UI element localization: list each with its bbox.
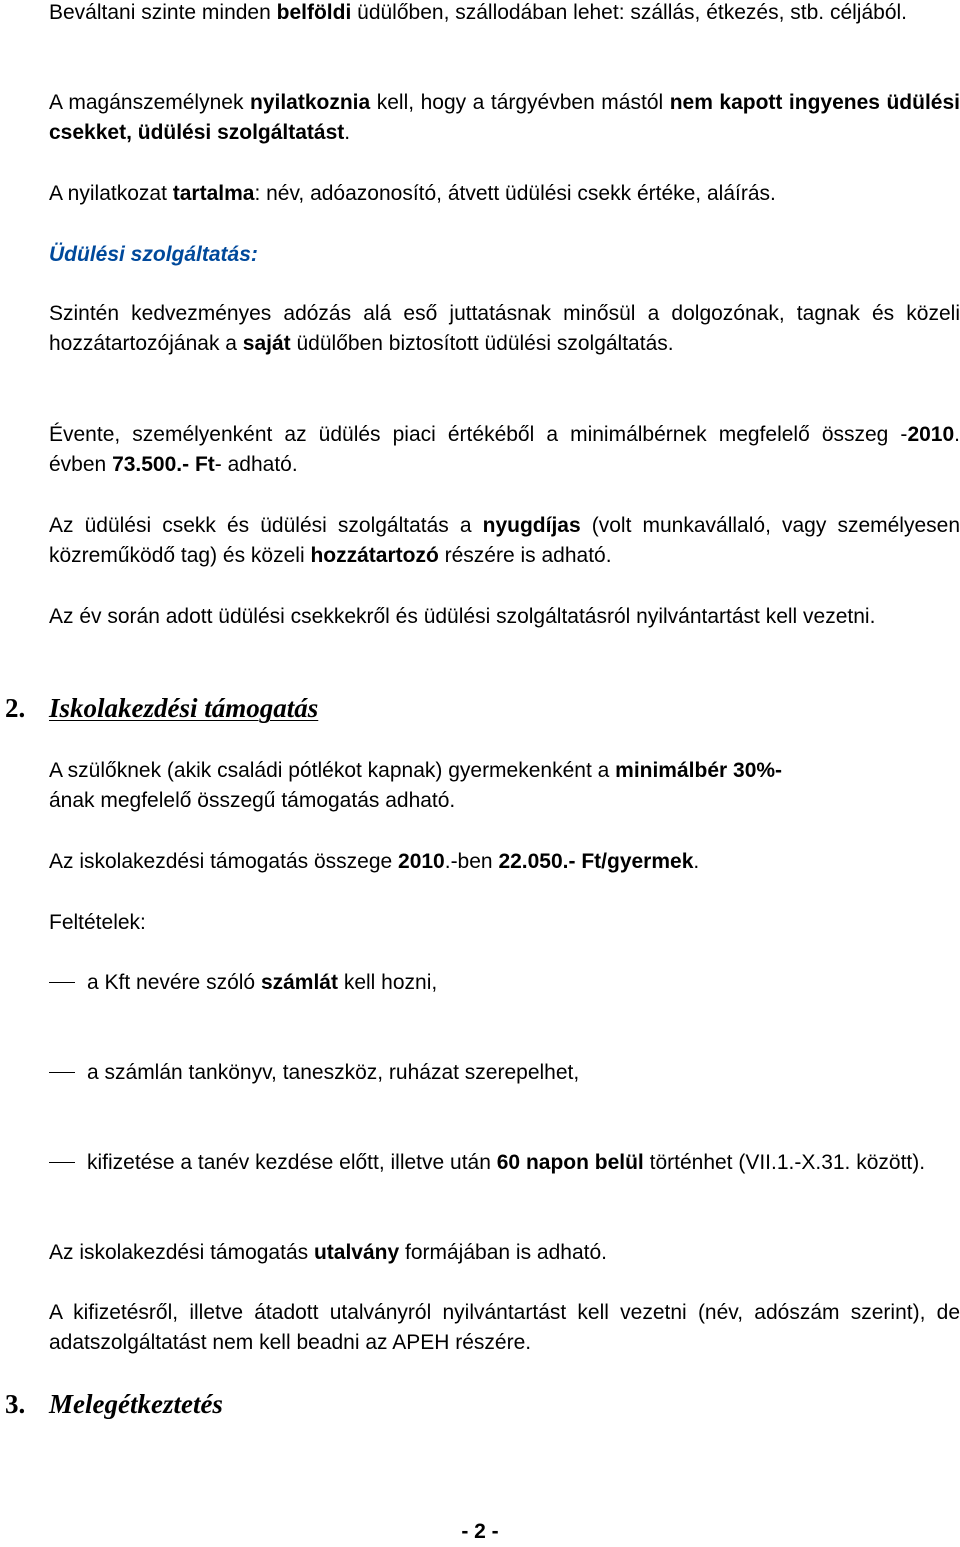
paragraph-voucher-records: A kifizetésről, illetve átadott utalványról nyilvántartást kell vezetni (név, adószám szerint), de adatszolgáltatást nem kell beadni az APEH részére. (49, 1301, 960, 1354)
paragraph-support-amount: Az iskolakezdési támogatás összege 2010.-ben 22.050.- Ft/gyermek. (49, 850, 700, 873)
list-dash (49, 1162, 75, 1163)
paragraph-holiday-service: Szintén kedvezményes adózás alá eső juttatásnak minősül a dolgozónak, tagnak és közeli hozzátartozójának a saját üdülőben biztosított üdülési szolgáltatás. (49, 302, 960, 355)
list-item: kifizetése a tanév kezdése előtt, illetve után 60 napon belül történhet (VII.1.-X.31. között). (87, 1151, 926, 1174)
list-dash (49, 982, 75, 983)
paragraph-pensioner-eligibility: Az üdülési csekk és üdülési szolgáltatás a nyugdíjas (volt munkavállaló, vagy személyesen közreműködő tag) és közeli hozzátartozó részére is adható. (49, 514, 960, 567)
paragraph-school-support: A szülőknek (akik családi pótlékot kapnak) gyermekenként a minimálbér 30%- ának megfelelő összegű támogatás adható. (49, 759, 783, 812)
section-heading-2 (0, 691, 318, 725)
list-item: a számlán tankönyv, taneszköz, ruházat szerepelhet, (87, 1061, 580, 1084)
section-heading-3 (0, 1387, 223, 1421)
paragraph-declaration-content: A nyilatkozat tartalma: név, adóazonosító, átvett üdülési csekk értéke, aláírás. (49, 182, 776, 205)
paragraph-voucher-form: Az iskolakezdési támogatás utalvány formájában is adható. (49, 1241, 607, 1264)
paragraph-declaration-requirement: A magánszemélynek nyilatkoznia kell, hogy a tárgyévben mástól nem kapott ingyenes üdülési csekket, üdülési szolgáltatást. (49, 91, 960, 144)
list-dash (49, 1072, 75, 1073)
paragraph-checks-usage: Beváltani szinte minden belföldi üdülőben, szállodában lehet: szállás, étkezés, stb. céljából. (49, 1, 907, 24)
list-item: a Kft nevére szóló számlát kell hozni, (87, 971, 438, 994)
section-title: Melegétkeztetés (49, 1389, 223, 1419)
section-number: 3. (5, 1389, 26, 1419)
paragraph-conditions-label: Feltételek: (49, 911, 146, 934)
page-number: - 2 - (461, 1520, 499, 1543)
paragraph-annual-limit: Évente, személyenként az üdülés piaci értékéből a minimálbérnek megfelelő összeg -2010. évben 73.500.- Ft- adható. (49, 423, 960, 476)
section-number: 2. (5, 693, 26, 723)
subheading-holiday-service: Üdülési szolgáltatás: (49, 243, 258, 266)
paragraph-record-keeping: Az év során adott üdülési csekkekről és üdülési szolgáltatásról nyilvántartást kell vezetni. (49, 605, 876, 628)
section-title: Iskolakezdési támogatás (49, 693, 319, 723)
